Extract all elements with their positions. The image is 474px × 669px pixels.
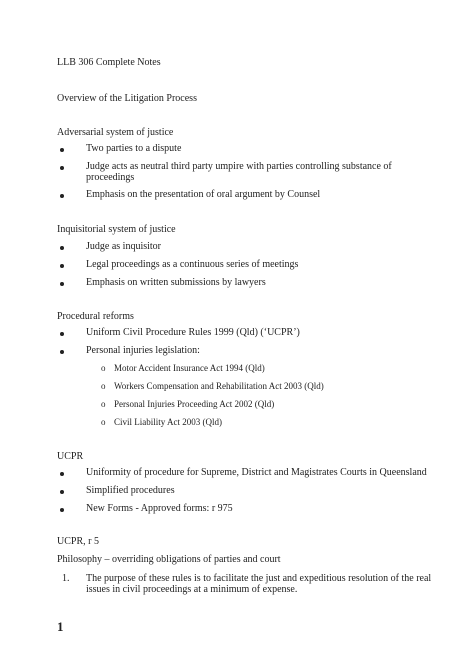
sub-bullet-icon: o: [101, 417, 106, 427]
page-number: 1: [57, 619, 64, 634]
list-item: Emphasis on the presentation of oral argument by Counsel: [86, 189, 321, 200]
bullet-icon: [60, 264, 64, 268]
bullet-icon: [60, 490, 64, 494]
section-heading-ucpr-r5: UCPR, r 5: [57, 536, 99, 547]
bullet-icon: [60, 508, 64, 512]
list-item: Simplified procedures: [86, 485, 175, 496]
section-heading-procedural: Procedural reforms: [57, 311, 134, 322]
document-title: LLB 306 Complete Notes: [57, 57, 161, 68]
list-item: Judge as inquisitor: [86, 241, 161, 252]
bullet-icon: [60, 282, 64, 286]
sub-list-item: Personal Injuries Proceeding Act 2002 (Qld): [114, 399, 275, 409]
list-item: Uniformity of procedure for Supreme, District and Magistrates Courts in Queensland: [86, 467, 427, 478]
list-item: Legal proceedings as a continuous series of meetings: [86, 259, 299, 270]
list-item: Uniform Civil Procedure Rules 1999 (Qld) (‘UCPR’): [86, 327, 300, 338]
section-heading-inquisitorial: Inquisitorial system of justice: [57, 224, 176, 235]
sub-list-item: Motor Accident Insurance Act 1994 (Qld): [114, 363, 265, 373]
sub-list-item: Civil Liability Act 2003 (Qld): [114, 417, 222, 427]
bullet-icon: [60, 332, 64, 336]
numbered-item: The purpose of these rules is to facilitate the just and expeditious resolution of the real: [86, 573, 432, 584]
list-item: Judge acts as neutral third party umpire with parties controlling substance of: [86, 161, 392, 172]
section-heading-adversarial: Adversarial system of justice: [57, 127, 174, 138]
section-heading-overview: Overview of the Litigation Process: [57, 93, 197, 104]
section-heading-ucpr: UCPR: [57, 451, 84, 462]
bullet-icon: [60, 246, 64, 250]
philosophy-line: Philosophy – overriding obligations of parties and court: [57, 554, 281, 565]
list-item-continuation: proceedings: [86, 172, 135, 183]
bullet-icon: [60, 166, 64, 170]
list-item: New Forms - Approved forms: r 975: [86, 503, 233, 514]
bullet-icon: [60, 148, 64, 152]
sub-list-item: Workers Compensation and Rehabilitation Act 2003 (Qld): [114, 381, 324, 391]
bullet-icon: [60, 194, 64, 198]
list-item: Personal injuries legislation:: [86, 345, 200, 356]
bullet-icon: [60, 472, 64, 476]
list-item: Two parties to a dispute: [86, 143, 182, 154]
numbered-item-continuation: issues in civil proceedings at a minimum of expense.: [86, 584, 298, 595]
list-number: 1.: [62, 573, 70, 584]
bullet-icon: [60, 350, 64, 354]
sub-bullet-icon: o: [101, 363, 106, 373]
sub-bullet-icon: o: [101, 381, 106, 391]
list-item: Emphasis on written submissions by lawyers: [86, 277, 266, 288]
sub-bullet-icon: o: [101, 399, 106, 409]
